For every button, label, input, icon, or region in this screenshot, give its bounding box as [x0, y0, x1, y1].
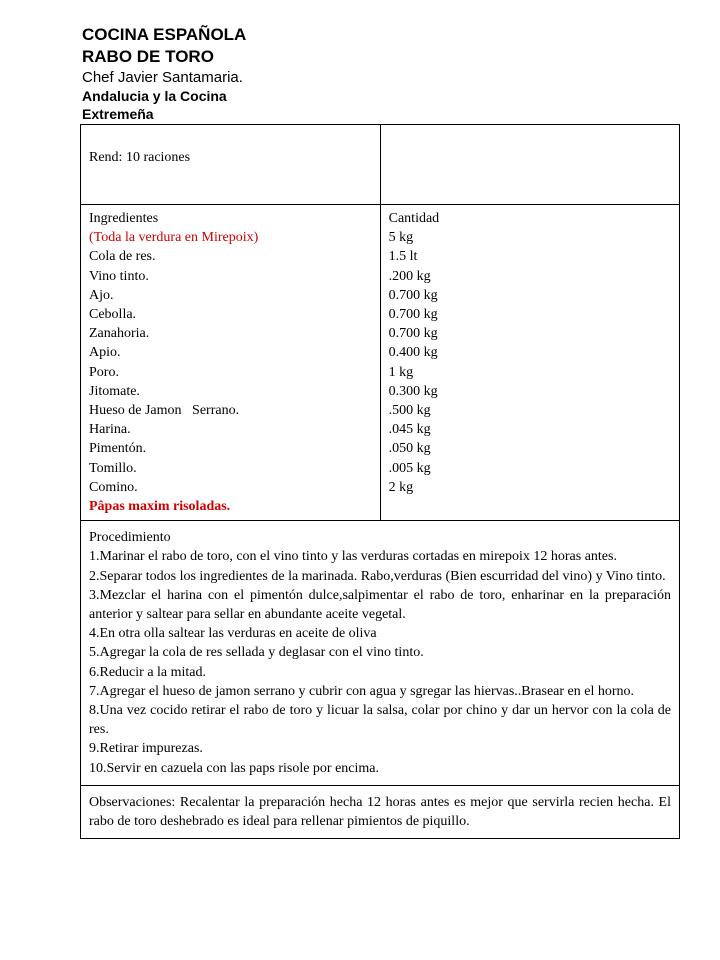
ingredients-note: (Toda la verdura en Mirepoix) — [89, 230, 259, 246]
procedure-row — [81, 521, 680, 786]
procedure-cell — [81, 521, 680, 786]
region-line-2: Extremeña — [82, 106, 154, 122]
ingredient-item: Cola de res. — [89, 249, 156, 265]
yield-text: Rend: 10 raciones — [89, 150, 191, 165]
dish-title: RABO DE TORO — [82, 47, 214, 66]
yield-cell — [81, 125, 381, 205]
recipe-table — [80, 124, 680, 839]
procedure-step: 5.Agregar la cola de res sellada y deglasar con el vino tinto. — [89, 645, 424, 661]
ingredient-item: Apio. — [89, 345, 121, 361]
quantity-item: 5 kg — [388, 230, 414, 246]
ingredient-item: Harina. — [89, 422, 131, 438]
recipe-header — [82, 24, 246, 123]
procedure-step: 10.Servir en cazuela con las paps risole por encima. — [89, 760, 380, 776]
ingredient-item: Hueso de Jamon Serrano. — [89, 403, 240, 419]
ingredient-item: Tomillo. — [89, 460, 137, 476]
ingredient-item: Vino tinto. — [89, 268, 149, 284]
yield-row — [81, 125, 680, 205]
ingredients-cell — [81, 205, 381, 521]
procedure-step: 2.Separar todos los ingredientes de la marinada. Rabo,verduras (Bien escurridad del vino) y Vino tinto. — [89, 568, 666, 584]
procedure-step: 9.Retirar impurezas. — [89, 741, 203, 757]
quantity-item: 0.700 kg — [388, 307, 438, 323]
ingredient-item: Pimentón. — [89, 441, 147, 457]
quantities-cell — [380, 205, 679, 521]
ingredient-item: Cebolla. — [89, 307, 137, 323]
quantity-item: .500 kg — [388, 403, 431, 419]
quantity-item: .045 kg — [388, 422, 431, 438]
procedure-step: 3.Mezclar el harina con el pimentón dulce,salpimentar el rabo de toro, enharinar en la preparación anterior y saltear para sellar en abundante aceite vegetal. — [89, 587, 671, 623]
procedure-step: 1.Marinar el rabo de toro, con el vino tinto y las verduras cortadas en mirepoix 12 horas antes. — [89, 549, 617, 565]
ingredients-row — [81, 205, 680, 521]
ingredients-header: Ingredientes — [89, 211, 159, 226]
procedure-step: 6.Reducir a la mitad. — [89, 664, 207, 680]
quantity-item: .005 kg — [388, 460, 431, 476]
procedure-step: 4.En otra olla saltear las verduras en aceite de oliva — [89, 626, 377, 642]
observations-row — [81, 785, 680, 838]
quantity-item: 1 kg — [388, 364, 414, 380]
quantity-item: 1.5 lt — [388, 249, 418, 265]
observations-cell — [81, 785, 680, 838]
observations-text: Observaciones: Recalentar la preparación hecha 12 horas antes es mejor que servirla recien hecha. El rabo de toro deshebrado es ideal para rellenar pimientos de piquillo. — [89, 794, 671, 830]
quantity-item: 0.400 kg — [388, 345, 438, 361]
cuisine-title: COCINA ESPAÑOLA — [82, 25, 247, 44]
ingredient-item: Jitomate. — [89, 383, 140, 399]
quantity-item: 0.700 kg — [388, 326, 438, 342]
quantity-item: .050 kg — [388, 441, 431, 457]
ingredient-item: Zanahoria. — [89, 326, 150, 342]
procedure-step: 7.Agregar el hueso de jamon serrano y cubrir con agua y sgregar las hiervas..Brasear en el horno. — [89, 683, 635, 699]
chef-name: Chef Javier Santamaria. — [82, 69, 243, 86]
quantity-item: .200 kg — [388, 268, 431, 284]
quantity-item: 0.300 kg — [388, 383, 438, 399]
ingredient-item: Ajo. — [89, 287, 114, 303]
procedure-step: 8.Una vez cocido retirar el rabo de toro y licuar la salsa, colar por chino y dar un hervor con la cola de res. — [89, 703, 671, 738]
procedure-header: Procedimiento — [89, 530, 171, 546]
quantities-header: Cantidad — [388, 211, 440, 226]
region-line-1: Andalucia y la Cocina — [82, 88, 227, 104]
quantity-item: 0.700 kg — [388, 287, 438, 303]
quantity-item: 2 kg — [388, 479, 414, 495]
ingredient-item: Poro. — [89, 364, 119, 380]
ingredient-final-item: Pâpas maxim risoladas. — [89, 499, 231, 515]
ingredient-item: Comino. — [89, 479, 138, 495]
empty-cell — [380, 125, 679, 205]
